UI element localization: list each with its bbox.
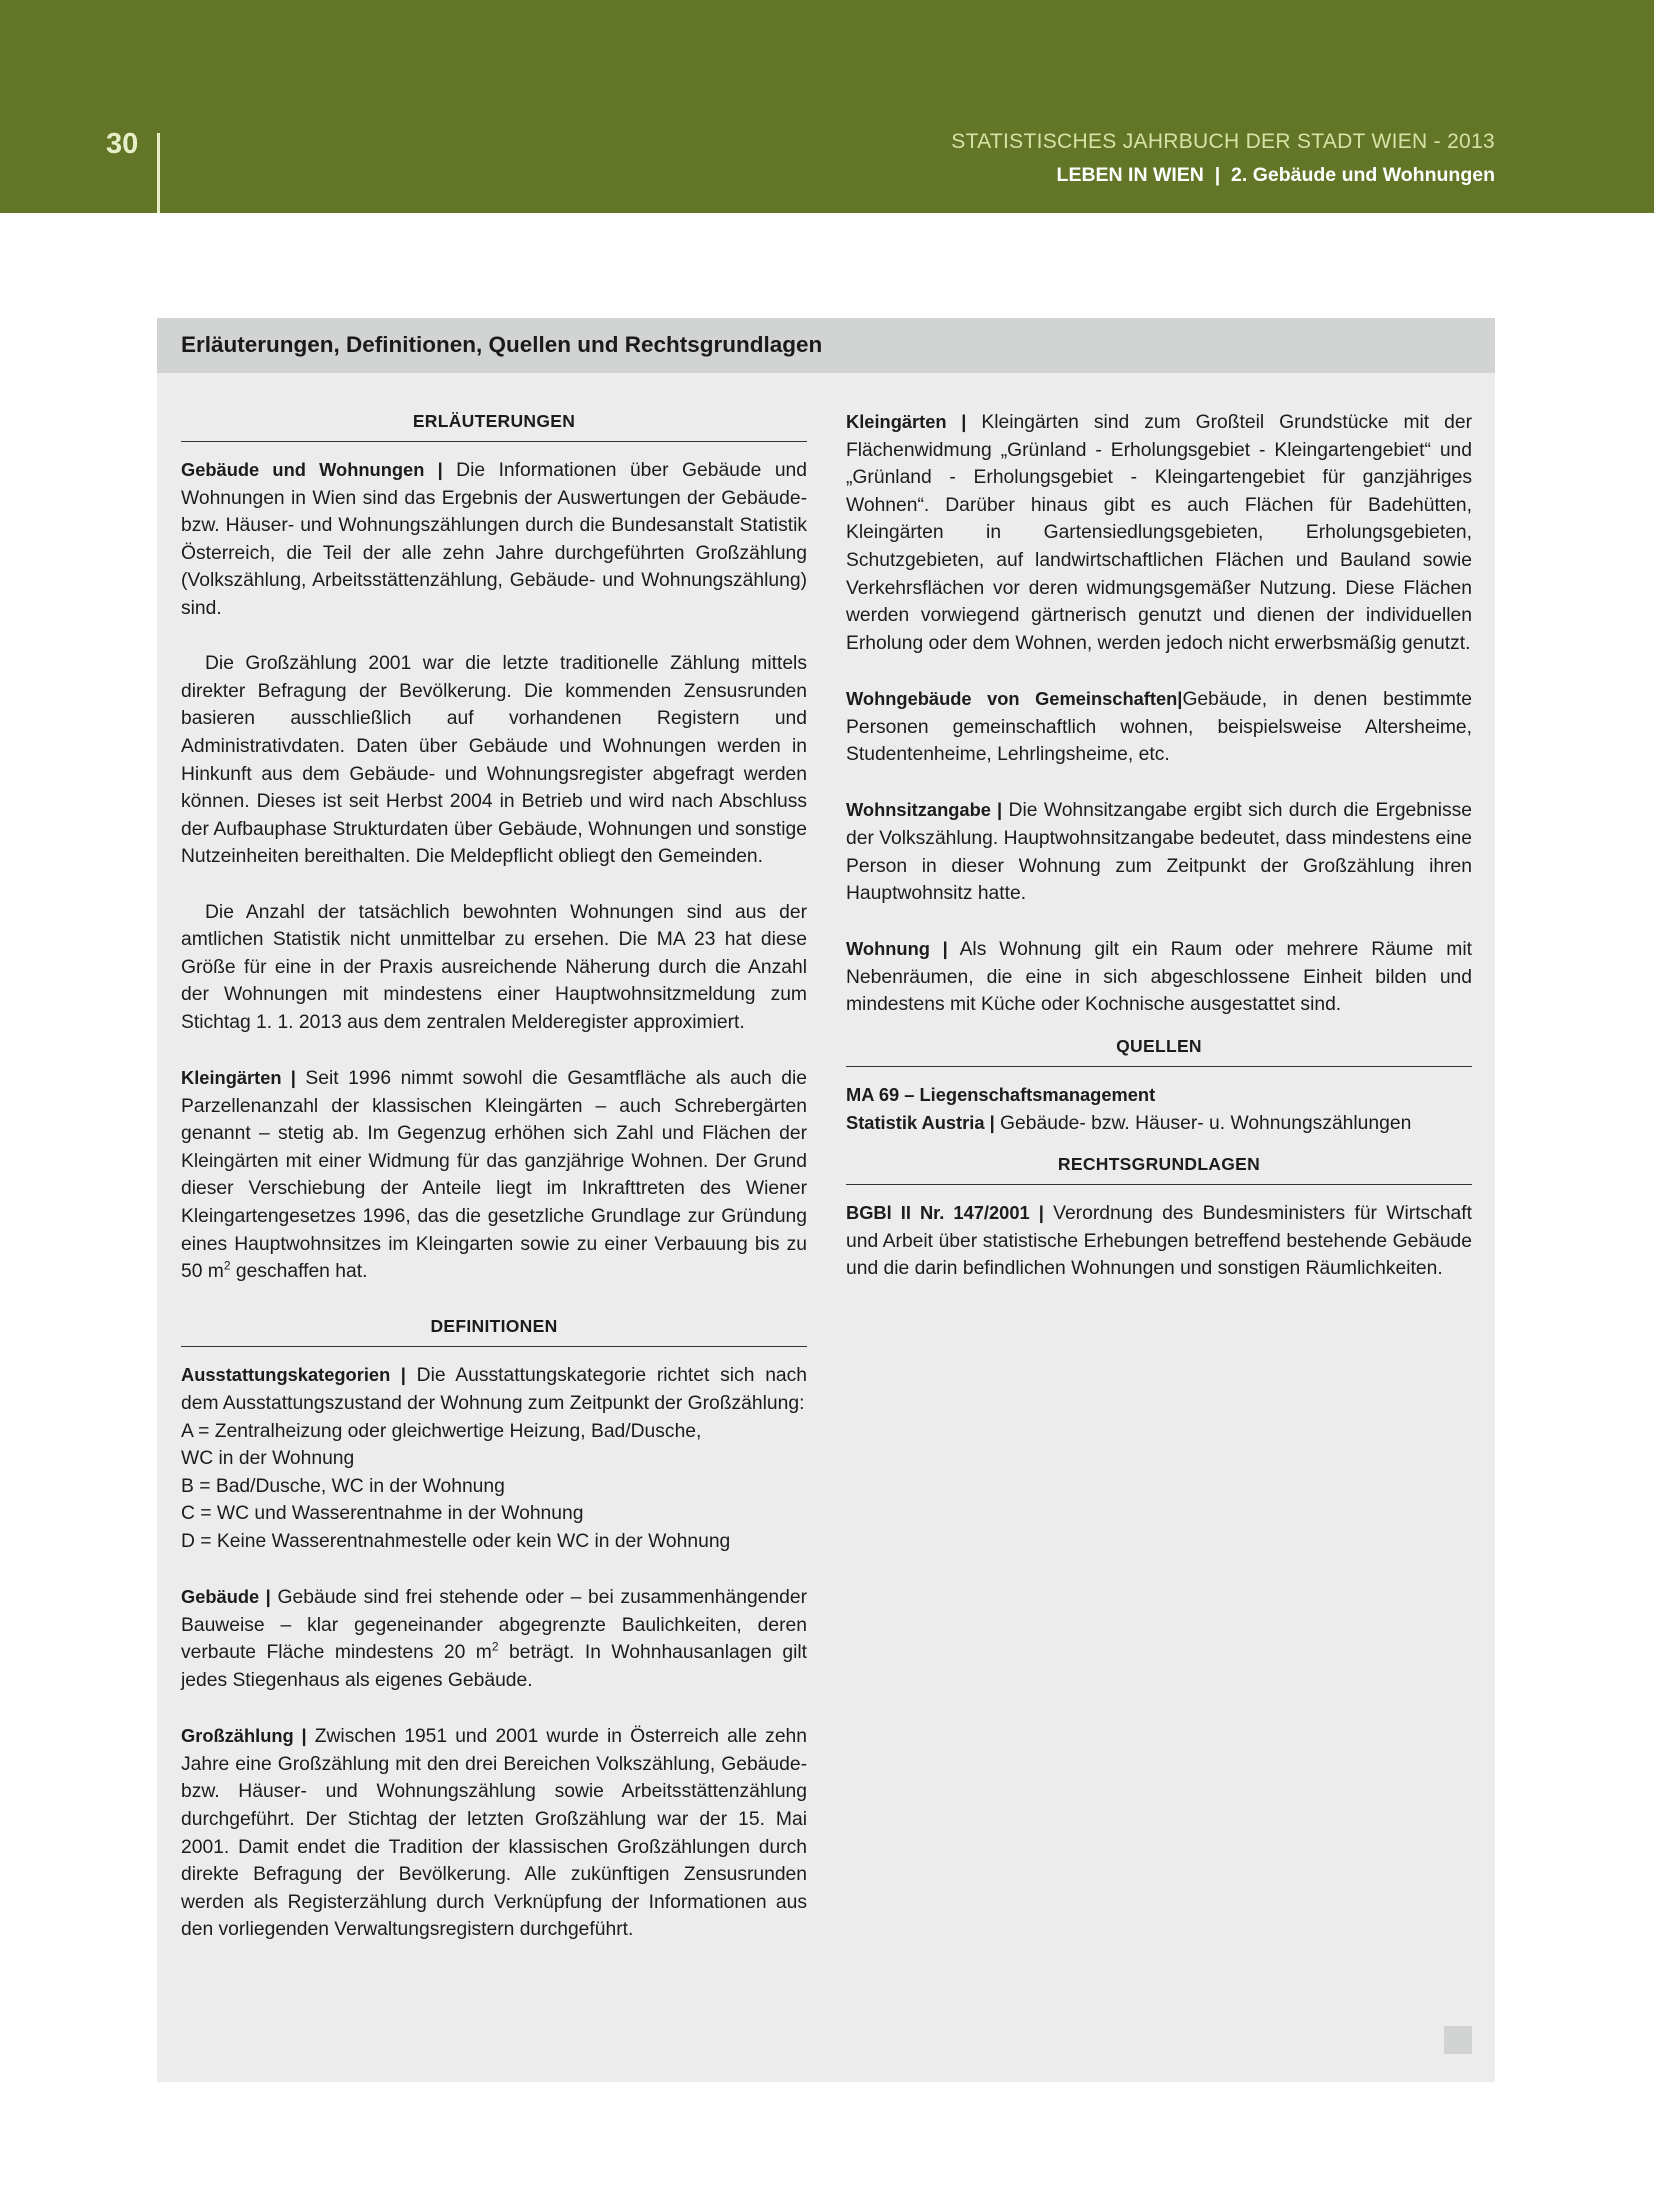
paragraph-grosszaehlung-2001: Die Großzählung 2001 war die letzte traditionelle Zählung mittels direkter Befragung der Bevölkerung. Die kommenden Zensusrunden basieren ausschließlich auf vorhandenen Registern und Administrativdaten. Daten über Gebäude und Wohnungen werden in Hinkunft aus dem Gebäude- und Wohnungsregister abgefragt werden können. Dieses ist seit Herbst 2004 in Betrieb und wird nach Abschluss der Aufbauphase Strukturdaten über Gebäude, Wohnungen und sonstige Nutzeinheiten bereithalten. Die Meldepflicht obliegt den Gemeinden. (181, 653, 807, 868)
paragraph-text: Seit 1996 nimmt sowohl die Gesamtfläche als auch die Parzellenanzahl der klassischen Kleingärten – auch Schrebergärten genannt – stetig ab. Im Gegenzug erhöhen sich Zahl und Flächen der Kleingärten mit einer Widmung für das ganzjährige Wohnen. Der Grund dieser Verschiebung der Anteile liegt im Inkrafttreten des Wiener Kleingartengesetzes 1996, das die gesetzliche Grundlage zur Gründung eines Hauptwohnsitzes im Kleingarten sowie zu einer Verbauung bis zu 50 m (181, 1068, 807, 1283)
banner-divider (157, 133, 160, 213)
paragraph-text: Kleingärten sind zum Großteil Grundstücke mit der Flächenwidmung „Grünland - Erholungsgebiet - Kleingartengebiet“ und „Grünland - Erholungsgebiet - Kleingartengebiet für ganzjähriges Wohnen“. Darüber hinaus gibt es auch Flächen für Badehütten, Kleingärten in Gartensiedlungsgebieten, Erholungsgebieten, Schutzgebieten, auf landwirtschaftlichen Flächen und Bauland sowie Verkehrsflächen vor deren widmungsgemäßer Nutzung. Diese Flächen werden vorwiegend gärtnerisch genutzt und dienen der individuellen Erholung oder dem Wohnen, werden jedoch nicht erwerbsmäßig genutzt. (846, 412, 1473, 654)
term-label: Gebäude | (181, 1586, 271, 1608)
heading-rechtsgrundlagen: RECHTSGRUNDLAGEN (846, 1151, 1472, 1185)
panel-header (157, 318, 1495, 373)
section-chapter: 2. Gebäude und Wohnungen (1231, 164, 1495, 186)
term-label: Großzählung | (181, 1725, 307, 1747)
legal-basis-bgbl (846, 1199, 1472, 1283)
list-item: A = Zentralheizung oder gleichwertige Heizung, Bad/Dusche, (181, 1420, 702, 1442)
definition-wohngebaeude-gemeinschaften (846, 685, 1472, 769)
list-item: C = WC und Wasserentnahme in der Wohnung (181, 1503, 584, 1525)
paragraph-gebaeude-wohnungen (181, 456, 807, 623)
list-item: D = Keine Wasserentnahmestelle oder kein WC in der Wohnung (181, 1530, 731, 1552)
term-label: Ausstattungskategorien | (181, 1364, 406, 1386)
source-text: Gebäude- bzw. Häuser- u. Wohnungszählungen (994, 1112, 1412, 1134)
definition-ausstattungskategorien (181, 1361, 807, 1417)
list-item: WC in der Wohnung (181, 1448, 355, 1470)
definition-grosszaehlung (181, 1722, 807, 1944)
page-corner-marker (1444, 2026, 1472, 2054)
section-part: LEBEN IN WIEN (1056, 164, 1204, 186)
term-label: Statistik Austria | (846, 1111, 995, 1133)
page-number: 30 (106, 128, 139, 160)
paragraph-text: Gebäude sind frei stehende oder – bei zusammenhängender Bauweise – klar gegeneinander abgegrenzte Baulichkeiten, deren verbaute Fläche mindestens 20 m (181, 1587, 807, 1664)
publication-title: STATISTISCHES JAHRBUCH DER STADT WIEN - 2013 (951, 130, 1495, 153)
paragraph-text: Zwischen 1951 und 2001 wurde in Österreich alle zehn Jahre eine Großzählung mit den drei Bereichen Volkszählung, Gebäude- bzw. Häuser- und Wohnungszählung sowie Arbeitsstättenzählung durchgeführt. Der Stichtag der letzten Großzählung war der 15. Mai 2001. Damit endet die Tradition der klassischen Großzählungen durch direkte Befragung der Bevölkerung. Alle zukünftigen Zensusrunden werden als Registerzählung durch Verknüpfung der Informationen aus den vorliegenden Verwaltungsregistern durchgeführt. (181, 1726, 807, 1941)
definition-wohnung (846, 935, 1472, 1019)
paragraph-text: Verordnung des Bundesministers für Wirtschaft und Arbeit über statistische Erhebungen betreffend bestehende Gebäude und die darin befindlichen Wohnungen und sonstigen Räumlichkeiten. (846, 1203, 1472, 1280)
term-label: BGBl II Nr. 147/2001 | (846, 1202, 1044, 1224)
paragraph-text-tail: geschaffen hat. (230, 1261, 368, 1283)
definition-wohnsitzangabe (846, 796, 1472, 907)
superscript: 2 (223, 1258, 231, 1273)
category-list (181, 1418, 807, 1556)
header-banner (0, 0, 1654, 213)
term-label: Wohngebäude von Gemeinschaften| (846, 687, 1183, 709)
source-ma69: MA 69 – Liegenschaftsmanagement (846, 1084, 1156, 1106)
content-panel (157, 318, 1495, 2082)
term-label: Kleingärten | (846, 411, 967, 432)
paragraph-text: Als Wohnung gilt ein Raum oder mehrere Räume mit Nebenräumen, die eine in sich abgeschlossene Einheit bilden und mindestens mit Küche oder Kochnische ausgestattet sind. (846, 939, 1472, 1016)
term-label: Wohnsitzangabe | (846, 799, 1003, 821)
breadcrumb-separator: | (1214, 164, 1221, 186)
term-label: Wohnung | (846, 938, 948, 960)
heading-erlaeuterungen: ERLÄUTERUNGEN (181, 408, 807, 442)
list-item: B = Bad/Dusche, WC in der Wohnung (181, 1475, 505, 1497)
definition-gebaeude (181, 1583, 807, 1694)
heading-definitionen: DEFINITIONEN (181, 1313, 807, 1347)
superscript: 2 (491, 1639, 499, 1654)
paragraph-text: Die Wohnsitzangabe ergibt sich durch die Ergebnisse der Volkszählung. Hauptwohnsitzangabe bedeutet, dass mindestens eine Person in dieser Wohnung zum Zeitpunkt der Großzählung ihren Hauptwohnsitz hatte. (846, 800, 1473, 905)
paragraph-text: Die Ausstattungskategorie richtet sich nach dem Ausstattungszustand der Wohnung zum Zeitpunkt der Großzählung: (181, 1365, 808, 1414)
source-statistik-austria (846, 1109, 1472, 1138)
left-column (181, 408, 807, 1944)
paragraph-bewohnte-wohnungen: Die Anzahl der tatsächlich bewohnten Wohnungen sind aus der amtlichen Statistik nicht unmittelbar zu ersehen. Die MA 23 hat diese Größe für eine in der Praxis ausreichende Näherung durch die Anzahl der Wohnungen mit mindestens einer Hauptwohnsitzmeldung zum Stichtag 1. 1. 2013 aus dem zentralen Melderegister approximiert. (181, 901, 807, 1033)
paragraph-text-tail: beträgt. In Wohnhausanlagen gilt jedes Stiegenhaus als eigenes Gebäude. (181, 1642, 807, 1691)
term-label: Gebäude und Wohnungen | (181, 459, 443, 480)
section-breadcrumb (1057, 164, 1495, 187)
paragraph-text: Die Informationen über Gebäude und Wohnungen in Wien sind das Ergebnis der Auswertungen der Gebäude- bzw. Häuser- und Wohnungszählungen durch die Bundesanstalt Statistik Österreich, die Teil der alle zehn Jahre durchgeführten Großzählung (Volkszählung, Arbeitsstättenzählung, Gebäude- und Wohnungszählung) sind. (181, 460, 807, 619)
sources-list (846, 1081, 1472, 1137)
term-label: Kleingärten | (181, 1067, 296, 1089)
paragraph-kleingaerten-entwicklung (181, 1064, 807, 1286)
panel-title: Erläuterungen, Definitionen, Quellen und Rechtsgrundlagen (181, 332, 823, 357)
heading-quellen: QUELLEN (846, 1033, 1472, 1067)
paragraph-text: Gebäude, in denen bestimmte Personen gemeinschaftlich wohnen, beispielsweise Altersheime, Studentenheime, Lehrlingsheime, etc. (846, 688, 1472, 766)
right-column (846, 408, 1472, 1283)
definition-kleingaerten (846, 408, 1472, 657)
